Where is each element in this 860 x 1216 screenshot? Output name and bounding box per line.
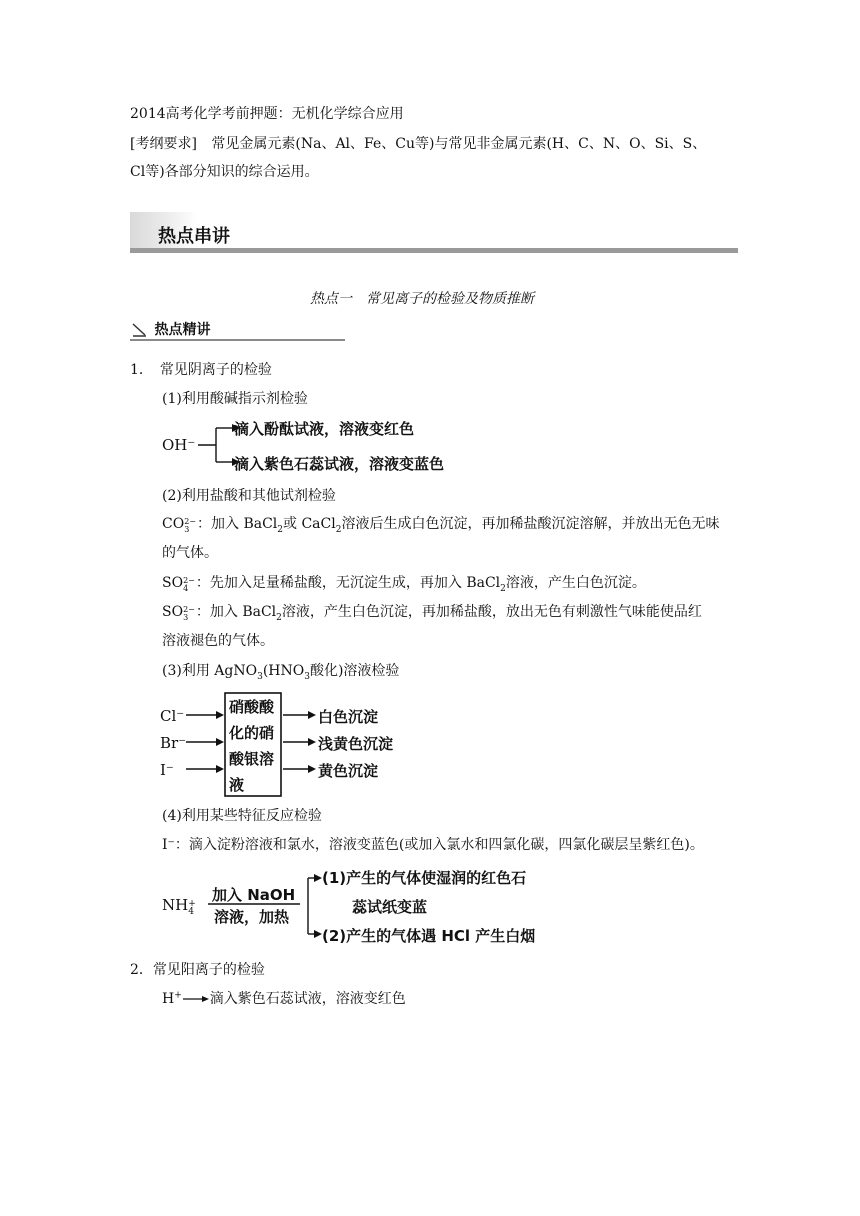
ag-box-line: 液: [229, 776, 245, 794]
ag-box-line: 化的硝: [229, 724, 275, 742]
section-2-heading: 2．常见阳离子的检验: [130, 962, 265, 978]
so3-line-2: 溶液褪色的气体。: [162, 633, 274, 649]
ag-ion-bromide: Br⁻: [160, 734, 187, 752]
ag-result-iodide: 黄色沉淀: [318, 762, 379, 780]
subsection-2-title: (2)利用盐酸和其他试剂检验: [162, 488, 336, 504]
so4-line: SO 2− 4 ：先加入足量稀盐酸，无沉淀生成，再加入 BaCl$_2$溶液，产生白色沉淀。: [162, 575, 646, 594]
so3-line-1: SO 2− 3 ：加入 BaCl$_2$溶液，产生白色沉淀，再加稀盐酸，放出无色有刺激性气味能使品红: [162, 604, 702, 623]
so3-ion: SO 2− 3: [162, 604, 195, 622]
ag-result-bromide: 浅黄色沉淀: [318, 735, 394, 753]
requirements-text-1: 常见金属元素(Na、Al、Fe、Cu等)与常见非金属元素(H、C、N、O、Si、S、: [211, 136, 707, 152]
nh4-result-1b: 蕊试纸变蓝: [352, 898, 428, 916]
h-ion: H+: [162, 990, 182, 1007]
arrow-corner-icon: [130, 321, 150, 339]
nh4-ion: NH + 4: [162, 896, 196, 917]
iodide-test: I⁻：滴入淀粉溶液和氯水，溶液变蓝色(或加入氯水和四氯化碳，四氯化碳层呈紫红色)。: [162, 837, 704, 853]
so4-ion: SO 2− 4: [162, 575, 195, 593]
section-1-heading: 1． 常见阴离子的检验: [130, 362, 272, 378]
ag-ion-iodide: I⁻: [160, 761, 174, 779]
oh-result-phenolphthalein: 滴入酚酞试液，溶液变红色: [234, 420, 415, 438]
ag-box-line: 酸银溶: [229, 750, 275, 768]
sub-banner: [130, 319, 210, 339]
banner-title: 热点串讲: [158, 226, 230, 247]
subsection-4-title: (4)利用某些特征反应检验: [162, 808, 322, 824]
ag-ion-chloride: Cl⁻: [160, 707, 185, 725]
co3-line-1: CO 2− 3 ：加入 BaCl$_2$或 CaCl$_2$溶液后生成白色沉淀，再加稀盐酸沉淀溶解，并放出无色无味: [162, 516, 720, 535]
ag-box-line: 硝酸酸: [229, 698, 275, 716]
oh-result-litmus: 滴入紫色石蕊试液，溶液变蓝色: [234, 455, 445, 473]
subsection-1-title: (1)利用酸碱指示剂检验: [162, 391, 308, 407]
nh4-arrows: [208, 866, 332, 946]
ag-reagent-box: [229, 694, 274, 798]
sub-banner-rule: [130, 339, 345, 341]
oh-ion: OH⁻: [162, 436, 196, 454]
arrow-right-icon: [182, 993, 210, 1005]
subsection-3-title: (3)利用 $AgNO_3(HNO_3$酸化)溶液检验: [162, 663, 400, 682]
requirements-line-2: Cl等)各部分知识的综合运用。: [130, 164, 319, 180]
co3-ion: CO 2− 3: [162, 516, 196, 534]
nh4-result-2: (2)产生的气体遇 HCl 产生白烟: [322, 927, 536, 945]
sub-banner-title: 热点精讲: [154, 322, 211, 338]
h-ion-test: H+ 滴入紫色石蕊试液，溶液变红色: [162, 990, 406, 1007]
hotspot-title: 热点一 常见离子的检验及物质推断: [310, 291, 534, 307]
nh4-condition-top: 加入 NaOH: [212, 886, 296, 904]
banner-rule: [130, 248, 738, 253]
requirements-label: [考纲要求]: [130, 136, 197, 152]
nh4-result-1a: (1)产生的气体使湿润的红色石: [322, 869, 527, 887]
requirements-line-1: [130, 134, 706, 154]
co3-line-2: 的气体。: [162, 545, 218, 561]
nh4-condition-bottom: 溶液，加热: [214, 908, 290, 926]
document-title: 2014高考化学考前押题：无机化学综合应用: [130, 106, 404, 122]
ag-result-chloride: 白色沉淀: [318, 708, 379, 726]
section-banner: [130, 212, 738, 248]
